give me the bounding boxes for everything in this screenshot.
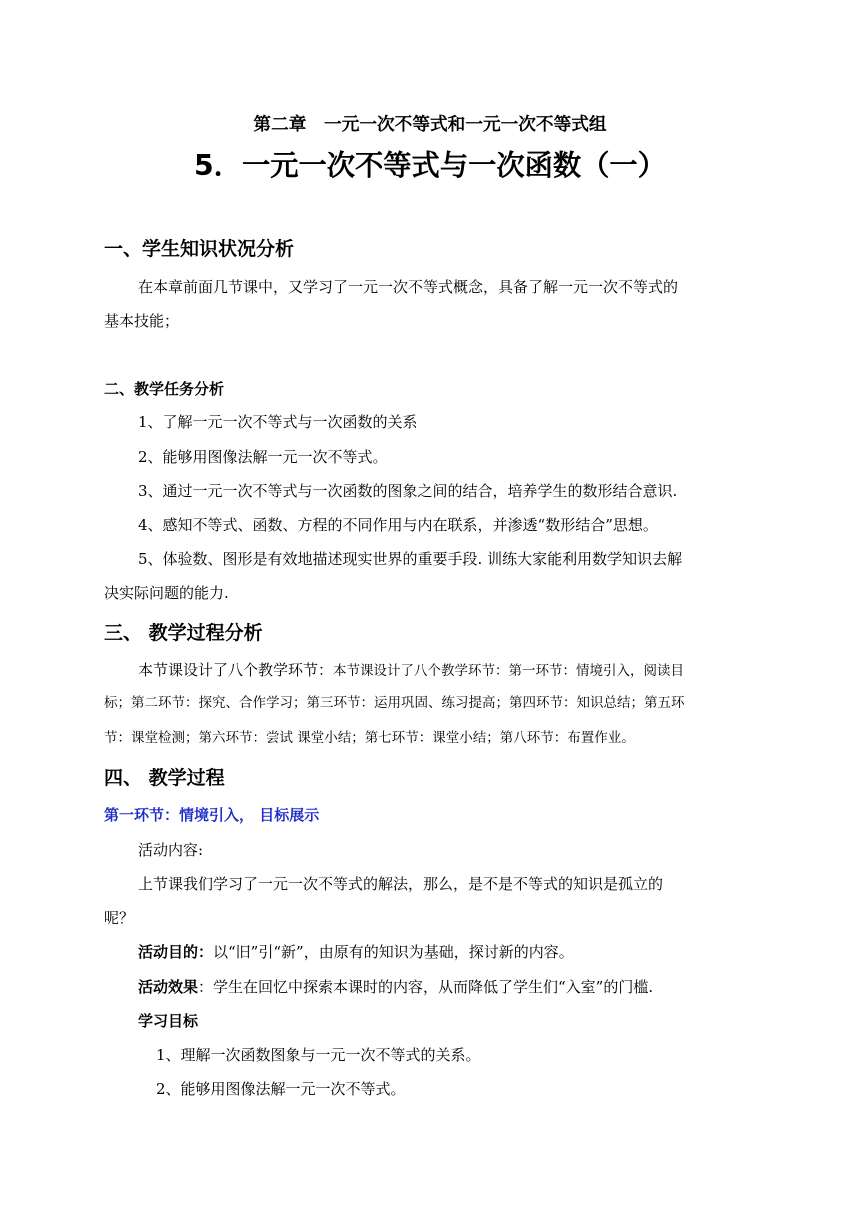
section1-paragraph-line1: 在本章前面几节课中，又学习了一元一次不等式概念，具备了解一元一次不等式的 — [138, 278, 679, 296]
process-line1-part-a: 本节课设计了八个教学环节： — [138, 661, 334, 679]
process-line2: 标；第二环节：探究、合作学习；第三环节：运用巩固、练习提高；第四环节：知识总结；第五环 — [104, 695, 685, 711]
section-heading-4: 四、 教学过程 — [104, 767, 225, 789]
lesson-title: 5．一元一次不等式与一次函数（一） — [194, 149, 666, 182]
task-item-4: 4、感知不等式、函数、方程的不同作用与内在联系，并渗透“数形结合”思想。 — [138, 516, 658, 534]
task-item-1: 1、了解一元一次不等式与一次函数的关系 — [138, 413, 418, 431]
learning-goal-1: 1、理解一次函数图象与一元一次不等式的关系。 — [156, 1046, 481, 1064]
learning-goal-2: 2、能够用图像法解一元一次不等式。 — [156, 1080, 406, 1098]
activity-effect — [138, 980, 653, 995]
activity-effect-label: 活动效果 — [138, 978, 199, 996]
task-item-5-line2: 决实际问题的能力. — [104, 584, 229, 602]
section1-paragraph-line2: 基本技能； — [104, 312, 180, 330]
activity-content-label: 活动内容: — [138, 841, 204, 859]
section-heading-1: 一、学生知识状况分析 — [104, 238, 295, 260]
task-item-2: 2、能够用图像法解一元一次不等式。 — [138, 448, 388, 466]
activity-content-line2: 呢？ — [104, 909, 135, 927]
process-line1-part-b: 本节课设计了八个教学环节：第一环节：情境引入，阅读目 — [333, 663, 685, 679]
task-item-3: 3、通过一元一次不等式与一次函数的图象之间的结合，培养学生的数形结合意识. — [138, 482, 678, 500]
section-heading-2: 二、教学任务分析 — [104, 380, 225, 398]
chapter-title: 第二章 一元一次不等式和一元一次不等式组 — [253, 114, 607, 135]
learning-goals-label: 学习目标 — [138, 1012, 199, 1030]
activity-purpose-text: 以“旧”引“新”，由原有的知识为基础，探讨新的内容。 — [213, 943, 574, 961]
process-line1 — [138, 662, 684, 679]
stage1-heading: 第一环节：情境引入， 目标展示 — [104, 806, 320, 824]
section-heading-3: 三、 教学过程分析 — [104, 622, 263, 644]
task-item-5-line1: 5、体验数、图形是有效地描述现实世界的重要手段. 训练大家能利用数学知识去解 — [138, 550, 683, 568]
activity-content-line1: 上节课我们学习了一元一次不等式的解法，那么，是不是不等式的知识是孤立的 — [138, 875, 664, 893]
activity-effect-text: ：学生在回忆中探索本课时的内容，从而降低了学生们“入室”的门槛. — [198, 978, 654, 996]
activity-purpose — [138, 945, 574, 960]
process-line3: 节：课堂检测；第六环节：尝试 课堂小结；第七环节：课堂小结；第八环节：布置作业。 — [104, 730, 635, 746]
activity-purpose-label: 活动目的： — [138, 943, 214, 961]
